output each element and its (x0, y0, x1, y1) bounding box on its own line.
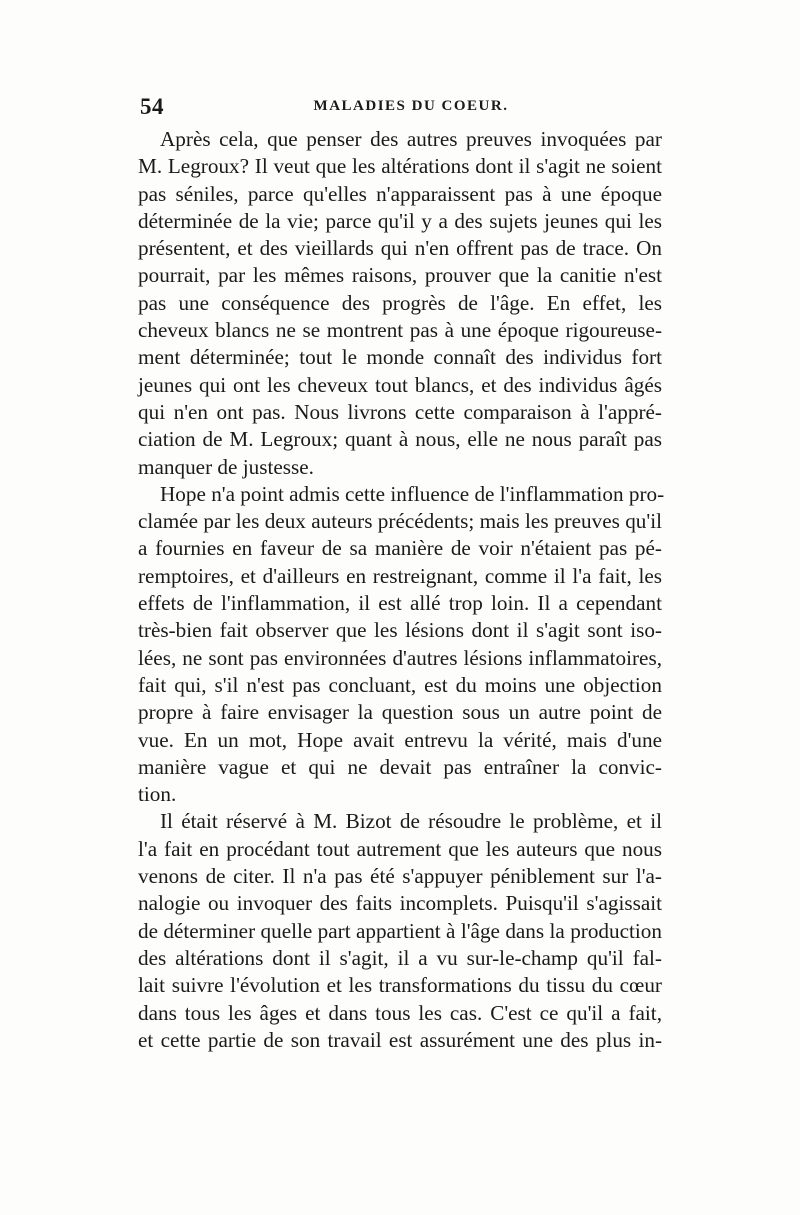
text-line: pas une conséquence des progrès de l'âge. En effet, les (138, 290, 662, 315)
running-title: MALADIES DU COEUR. (313, 98, 509, 114)
body-text (138, 126, 665, 1054)
running-head (140, 94, 662, 124)
text-line: nalogie ou invoquer des faits incomplets. Puisqu'il s'agissait (138, 891, 662, 916)
text-line: venons de citer. Il n'a pas été s'appuyer péniblement sur l'a- (138, 864, 662, 889)
text-line: propre à faire envisager la question sous un autre point de (138, 700, 662, 725)
page-number: 54 (140, 94, 164, 119)
text-line: vue. En un mot, Hope avait entrevu la vérité, mais d'une (138, 727, 662, 752)
text-line: déterminée de la vie; parce qu'il y a des sujets jeunes qui les (138, 208, 662, 233)
text-line: pas séniles, parce qu'elles n'apparaissent pas à une époque (138, 181, 662, 206)
text-line: dans tous les âges et dans tous les cas. C'est ce qu'il a fait, (138, 1000, 662, 1025)
text-line: qui n'en ont pas. Nous livrons cette comparaison à l'appré- (138, 399, 662, 424)
text-line: manière vague et qui ne devait pas entraîner la convic- (138, 754, 662, 779)
text-line: de déterminer quelle part appartient à l'âge dans la production (138, 918, 662, 943)
text-line: lait suivre l'évolution et les transformations du tissu du cœur (138, 973, 662, 998)
text-line: manquer de justesse. (138, 454, 314, 479)
text-line: lées, ne sont pas environnées d'autres lésions inflammatoires, (138, 645, 662, 670)
text-line: fait qui, s'il n'est pas concluant, est du moins une objection (138, 672, 662, 697)
text-line: Il était réservé à M. Bizot de résoudre le problème, et il (160, 809, 662, 834)
text-line: clamée par les deux auteurs précédents; mais les preuves qu'il (138, 509, 662, 534)
text-line: et cette partie de son travail est assurément une des plus in- (138, 1027, 662, 1052)
text-line: très-bien fait observer que les lésions dont il s'agit sont iso- (138, 618, 662, 643)
text-line: des altérations dont il s'agit, il a vu sur-le-champ qu'il fal- (138, 945, 662, 970)
text-line: l'a fait en procédant tout autrement que les auteurs que nous (138, 836, 662, 861)
text-line: remptoires, et d'ailleurs en restreignant, comme il l'a fait, les (138, 563, 662, 588)
text-line: tion. (138, 782, 177, 807)
text-line: Hope n'a point admis cette influence de l'inflammation pro- (160, 481, 665, 506)
text-line: ment déterminée; tout le monde connaît des individus fort (138, 345, 662, 370)
text-line: présentent, et des vieillards qui n'en offrent pas de trace. On (138, 236, 662, 261)
text-line: Après cela, que penser des autres preuves invoquées par (160, 127, 662, 151)
text-line: jeunes qui ont les cheveux tout blancs, et des individus âgés (138, 372, 662, 397)
text-line: effets de l'inflammation, il est allé trop loin. Il a cependant (138, 591, 662, 616)
text-line: a fournies en faveur de sa manière de voir n'étaient pas pé- (138, 536, 662, 561)
text-line: M. Legroux? Il veut que les altérations dont il s'agit ne soient (138, 154, 662, 179)
text-line: cheveux blancs ne se montrent pas à une époque rigoureuse- (138, 318, 662, 343)
text-line: ciation de M. Legroux; quant à nous, elle ne nous paraît pas (138, 427, 662, 452)
text-line: pourrait, par les mêmes raisons, prouver que la canitie n'est (138, 263, 662, 288)
